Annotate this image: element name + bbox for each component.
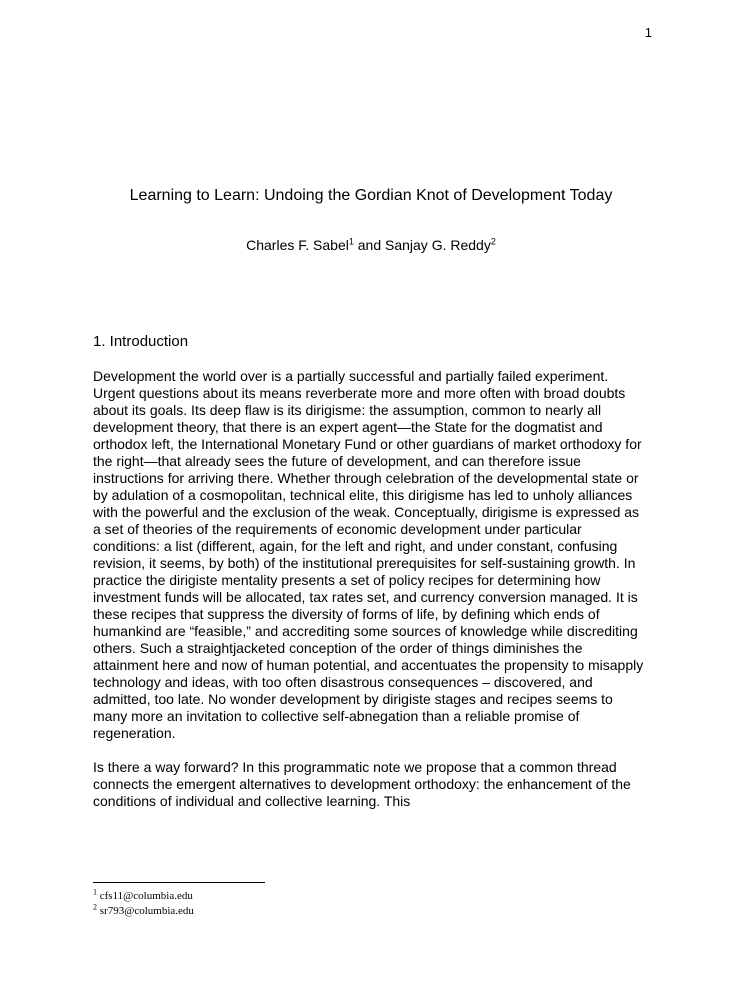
paragraph-2: Is there a way forward? In this programmatic note we propose that a common thread connects the emergent alternatives to development orthodoxy: the enhancement of the conditions of individual and collective learning. This	[93, 759, 631, 809]
paragraph-1: Development the world over is a partially successful and partially failed experiment. Urgent questions about its means reverberate more and more often with broad doubts about its goals. Its deep flaw is its dirigisme: the assumption, common to nearly all development theory, that there is an expert agent—the State for the dogmatist and orthodox left, the International Monetary Fund or other guardians of market orthodoxy for the right—that already sees the future of development, and can therefore issue instructions for arriving there. Whether through celebration of the developmental state or by adulation of a cosmopolitan, technical elite, this dirigisme has led to unholy alliances with the powerful and the exclusion of the weak. Conceptually, dirigisme is expressed as a set of theories of the requirements of economic development under particular conditions: a list (different, again, for the left and right, and under constant, confusing revision, it seems, by both) of the institutional prerequisites for self-sustaining growth. In practice the dirigiste mentality presents a set of policy recipes for determining how investment funds will be allocated, tax rates set, and currency conversion managed. It is these recipes that suppress the diversity of forms of life, by defining which ends of humankind are “feasible,” and accrediting some sources of knowledge while discrediting others. Such a straightjacketed conception of the order of things diminishes the attainment here and now of human potential, and accentuates the propensity to misapply technology and ideas, with too often disastrous consequences – discovered, and admitted, too late. No wonder development by dirigiste stages and recipes seems to many more an invitation to collective self-abnegation than a reliable promise of regeneration.	[93, 368, 644, 741]
author-2: Sanjay G. Reddy	[385, 237, 491, 253]
footnote-area	[93, 882, 649, 919]
author-1: Charles F. Sabel	[246, 237, 349, 253]
footnote-1	[93, 889, 649, 904]
author-1-footnote-marker: 1	[348, 236, 354, 247]
paper-title: Learning to Learn: Undoing the Gordian Knot of Development Today	[129, 187, 613, 204]
footnote-2	[93, 904, 649, 919]
footnote-1-text: cfs11@columbia.edu	[99, 890, 193, 902]
footnote-2-text: sr793@columbia.edu	[99, 905, 194, 917]
footnote-2-marker: 2	[93, 902, 97, 912]
footnote-separator	[93, 882, 265, 883]
author-connector: and	[353, 237, 385, 253]
authors-line	[93, 236, 649, 254]
section-heading-introduction: 1. Introduction	[93, 333, 189, 350]
page-number: 1	[644, 25, 652, 40]
footnote-1-marker: 1	[93, 887, 97, 897]
author-2-footnote-marker: 2	[490, 236, 496, 247]
page-content	[93, 0, 649, 810]
